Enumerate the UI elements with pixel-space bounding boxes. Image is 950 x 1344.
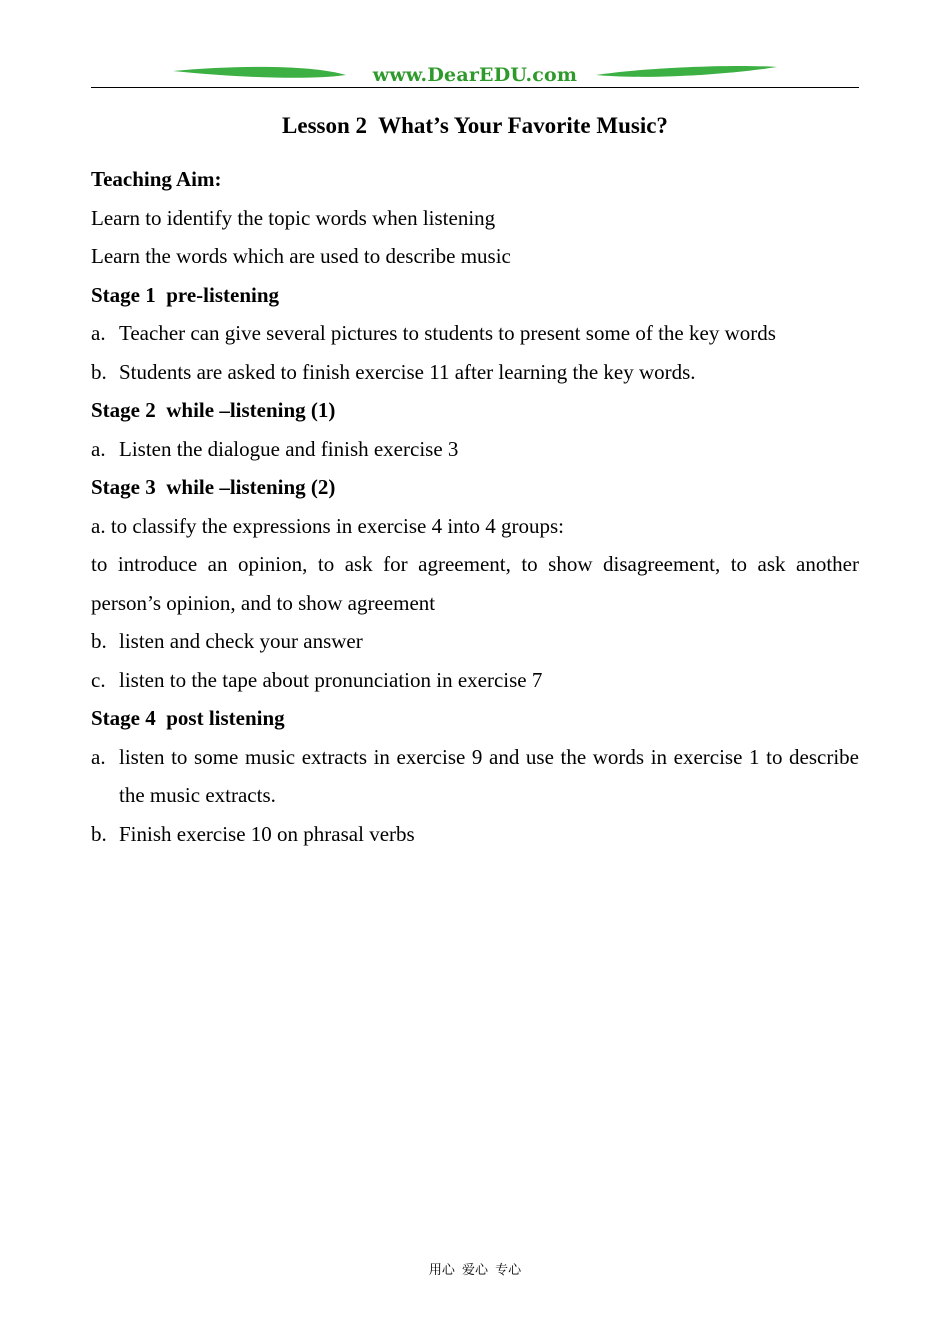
list-item [91,353,859,392]
list-item-text: listen to the tape about pronunciation in exercise 7 [119,667,543,692]
list-marker: b. [91,629,107,653]
list-marker: a. [91,436,106,461]
list-item-text: Students are asked to finish exercise 11 after learning the key words. [119,359,696,384]
list-item-text: Finish exercise 10 on phrasal verbs [119,821,415,846]
stage4-heading: Stage 4 post listening [91,706,285,730]
stage2-heading: Stage 2 while –listening (1) [91,398,336,422]
list-item-text: listen to some music extracts in exercise 9 and use the words in exercise 1 to describe the music extracts. [119,744,859,807]
stage3-heading: Stage 3 while –listening (2) [91,475,336,499]
document-body [91,160,859,853]
list-item [91,815,859,854]
list-marker: b. [91,821,107,846]
stage1-heading: Stage 1 pre-listening [91,282,280,307]
list-marker: b. [91,359,107,384]
page-header [91,62,859,88]
stage3-paragraph: to introduce an opinion, to ask for agreement, to show disagreement, to ask another person’s opinion, and to show agreement [91,552,859,615]
list-item [91,738,859,815]
stage3-intro: a. to classify the expressions in exercise 4 into 4 groups: [91,513,564,538]
list-marker: c. [91,667,106,692]
teaching-aim-heading: Teaching Aim: [91,167,222,191]
list-item [91,661,859,700]
list-item [91,430,859,469]
list-item-text: Teacher can give several pictures to students to present some of the key words [119,321,776,345]
teaching-aim-line: Learn to identify the topic words when listening [91,205,496,230]
list-item-text: Listen the dialogue and finish exercise 3 [119,436,459,461]
list-item [91,314,859,353]
teaching-aim-line: Learn the words which are used to describe music [91,244,511,268]
list-item-text: listen and check your answer [119,629,363,653]
list-marker: a. [91,744,106,769]
list-item [91,622,859,661]
page-footer: 用心 爱心 专心 [428,1263,522,1278]
list-marker: a. [91,321,106,345]
document-title: Lesson 2 What’s Your Favorite Music? [282,113,668,138]
header-rule [91,87,859,88]
header-logo-text: www.DearEDU.com [372,64,578,86]
